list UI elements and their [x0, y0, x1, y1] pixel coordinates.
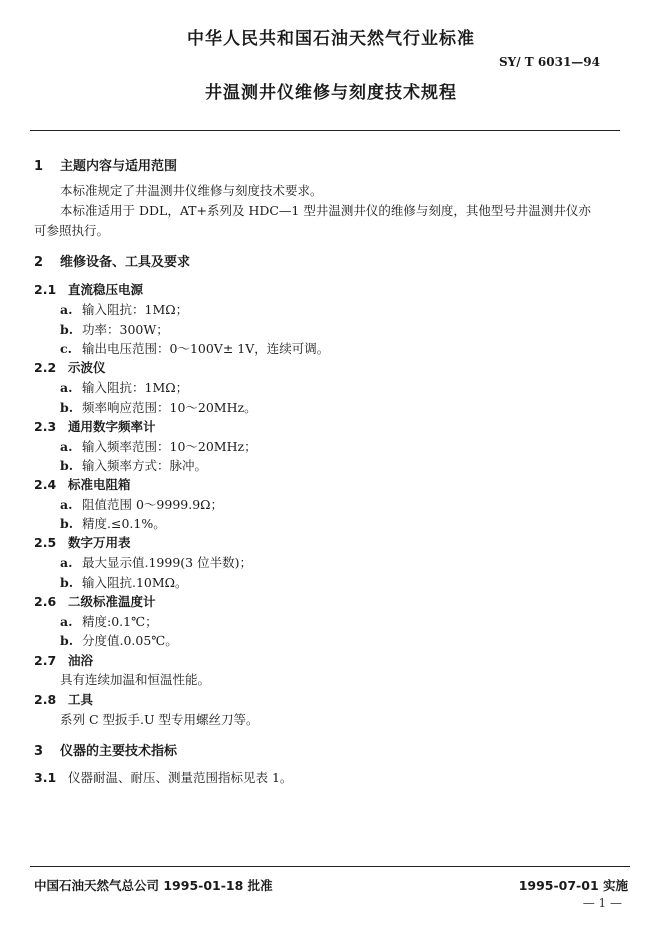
page-number: — 1 —	[582, 896, 622, 910]
subsection-text: 仪器耐温、耐压、测量范围指标见表 1。	[68, 770, 293, 785]
footer-rule	[30, 866, 630, 867]
list-item	[60, 320, 169, 338]
list-item	[60, 573, 188, 591]
item-marker: b.	[60, 322, 74, 337]
section-2-heading	[34, 251, 190, 270]
subsection-2-1-heading	[34, 280, 143, 298]
subsection-3-1	[34, 768, 292, 786]
subsection-number: 2.1	[34, 282, 57, 297]
item-text: 阻值范围 0～9999.9Ω；	[82, 497, 224, 512]
item-text: 输入阻抗：1MΩ；	[82, 380, 189, 395]
item-text: 输入频率范围：10～20MHz；	[82, 439, 257, 454]
item-marker: b.	[60, 575, 74, 590]
subsection-2-2-heading	[34, 358, 106, 376]
subsection-title: 示波仪	[68, 360, 106, 375]
list-item	[60, 553, 252, 571]
list-item	[60, 495, 223, 513]
item-text: 功率：300W；	[82, 322, 169, 337]
section-title: 主题内容与适用范围	[60, 159, 178, 174]
section-number: 2	[34, 255, 44, 270]
list-item	[60, 378, 188, 396]
effective-date: 1995-07-01 实施	[518, 878, 628, 893]
subsection-title: 直流稳压电源	[68, 282, 144, 297]
subsection-number: 2.3	[34, 419, 57, 434]
subsection-2-4-heading	[34, 475, 131, 493]
paragraph: 本标准规定了井温测井仪维修与刻度技术要求。	[60, 183, 323, 198]
item-marker: a.	[60, 439, 73, 454]
item-marker: b.	[60, 633, 74, 648]
item-text: 输入频率方式：脉冲。	[82, 458, 208, 473]
item-text: 分度值.0.05℃。	[82, 633, 178, 648]
item-marker: a.	[60, 380, 73, 395]
paragraph: 系列 C 型扳手.U 型专用螺丝刀等。	[60, 712, 259, 727]
subsection-2-6-heading	[34, 592, 156, 610]
subsection-title: 标准电阻箱	[68, 477, 131, 492]
item-marker: a.	[60, 614, 73, 629]
item-marker: b.	[60, 458, 74, 473]
list-item	[60, 437, 257, 455]
list-item	[60, 339, 329, 357]
document-title: 井温测井仪维修与刻度技术规程	[205, 83, 457, 103]
section-3-heading	[34, 740, 177, 759]
subsection-title: 二级标准温度计	[68, 594, 156, 609]
subsection-title: 油浴	[68, 653, 94, 668]
paragraph: 具有连续加温和恒温性能。	[60, 672, 211, 687]
item-text: 输入阻抗：1MΩ；	[82, 302, 189, 317]
list-item	[60, 514, 166, 532]
list-item	[60, 398, 257, 416]
section-1-heading	[34, 155, 177, 174]
subsection-number: 2.8	[34, 692, 57, 707]
item-text: 精度.≤0.1%。	[82, 516, 166, 531]
standard-code: SY/ T 6031—94	[499, 55, 600, 69]
item-text: 输出电压范围：0～100V± 1V，连续可调。	[82, 341, 330, 356]
subsection-number: 2.6	[34, 594, 57, 609]
subsection-2-7-heading	[34, 651, 93, 669]
subsection-title: 工具	[68, 692, 94, 707]
subsection-2-3-heading	[34, 417, 156, 435]
list-item	[60, 300, 188, 318]
item-marker: b.	[60, 400, 74, 415]
standard-category-title: 中华人民共和国石油天然气行业标准	[187, 29, 475, 49]
subsection-number: 2.4	[34, 477, 57, 492]
paragraph-continuation: 可参照执行。	[34, 223, 110, 238]
section-number: 3	[34, 744, 44, 759]
subsection-title: 数字万用表	[68, 535, 131, 550]
item-marker: a.	[60, 555, 73, 570]
subsection-number: 2.5	[34, 535, 57, 550]
item-marker: a.	[60, 497, 73, 512]
subsection-number: 2.7	[34, 653, 57, 668]
item-text: 最大显示值.1999(3 位半数)；	[82, 555, 252, 570]
subsection-2-8-heading	[34, 690, 93, 708]
item-marker: a.	[60, 302, 73, 317]
section-title: 仪器的主要技术指标	[60, 744, 178, 759]
list-item	[60, 612, 158, 630]
subsection-number: 2.2	[34, 360, 57, 375]
item-marker: b.	[60, 516, 74, 531]
section-number: 1	[34, 159, 44, 174]
subsection-number: 3.1	[34, 770, 57, 785]
item-marker: c.	[60, 341, 72, 356]
approval-line: 中国石油天然气总公司 1995-01-18 批准	[34, 878, 273, 893]
section-title: 维修设备、工具及要求	[60, 255, 191, 270]
list-item	[60, 456, 207, 474]
list-item	[60, 631, 178, 649]
header-rule	[30, 130, 620, 131]
item-text: 频率响应范围：10～20MHz。	[82, 400, 257, 415]
subsection-2-5-heading	[34, 533, 131, 551]
item-text: 输入阻抗.10MΩ。	[82, 575, 188, 590]
paragraph: 本标准适用于 DDL，AT+系列及 HDC—1 型井温测井仪的维修与刻度，其他型号井温测井仪亦	[60, 203, 591, 218]
subsection-title: 通用数字频率计	[68, 419, 156, 434]
item-text: 精度:0.1℃；	[82, 614, 158, 629]
